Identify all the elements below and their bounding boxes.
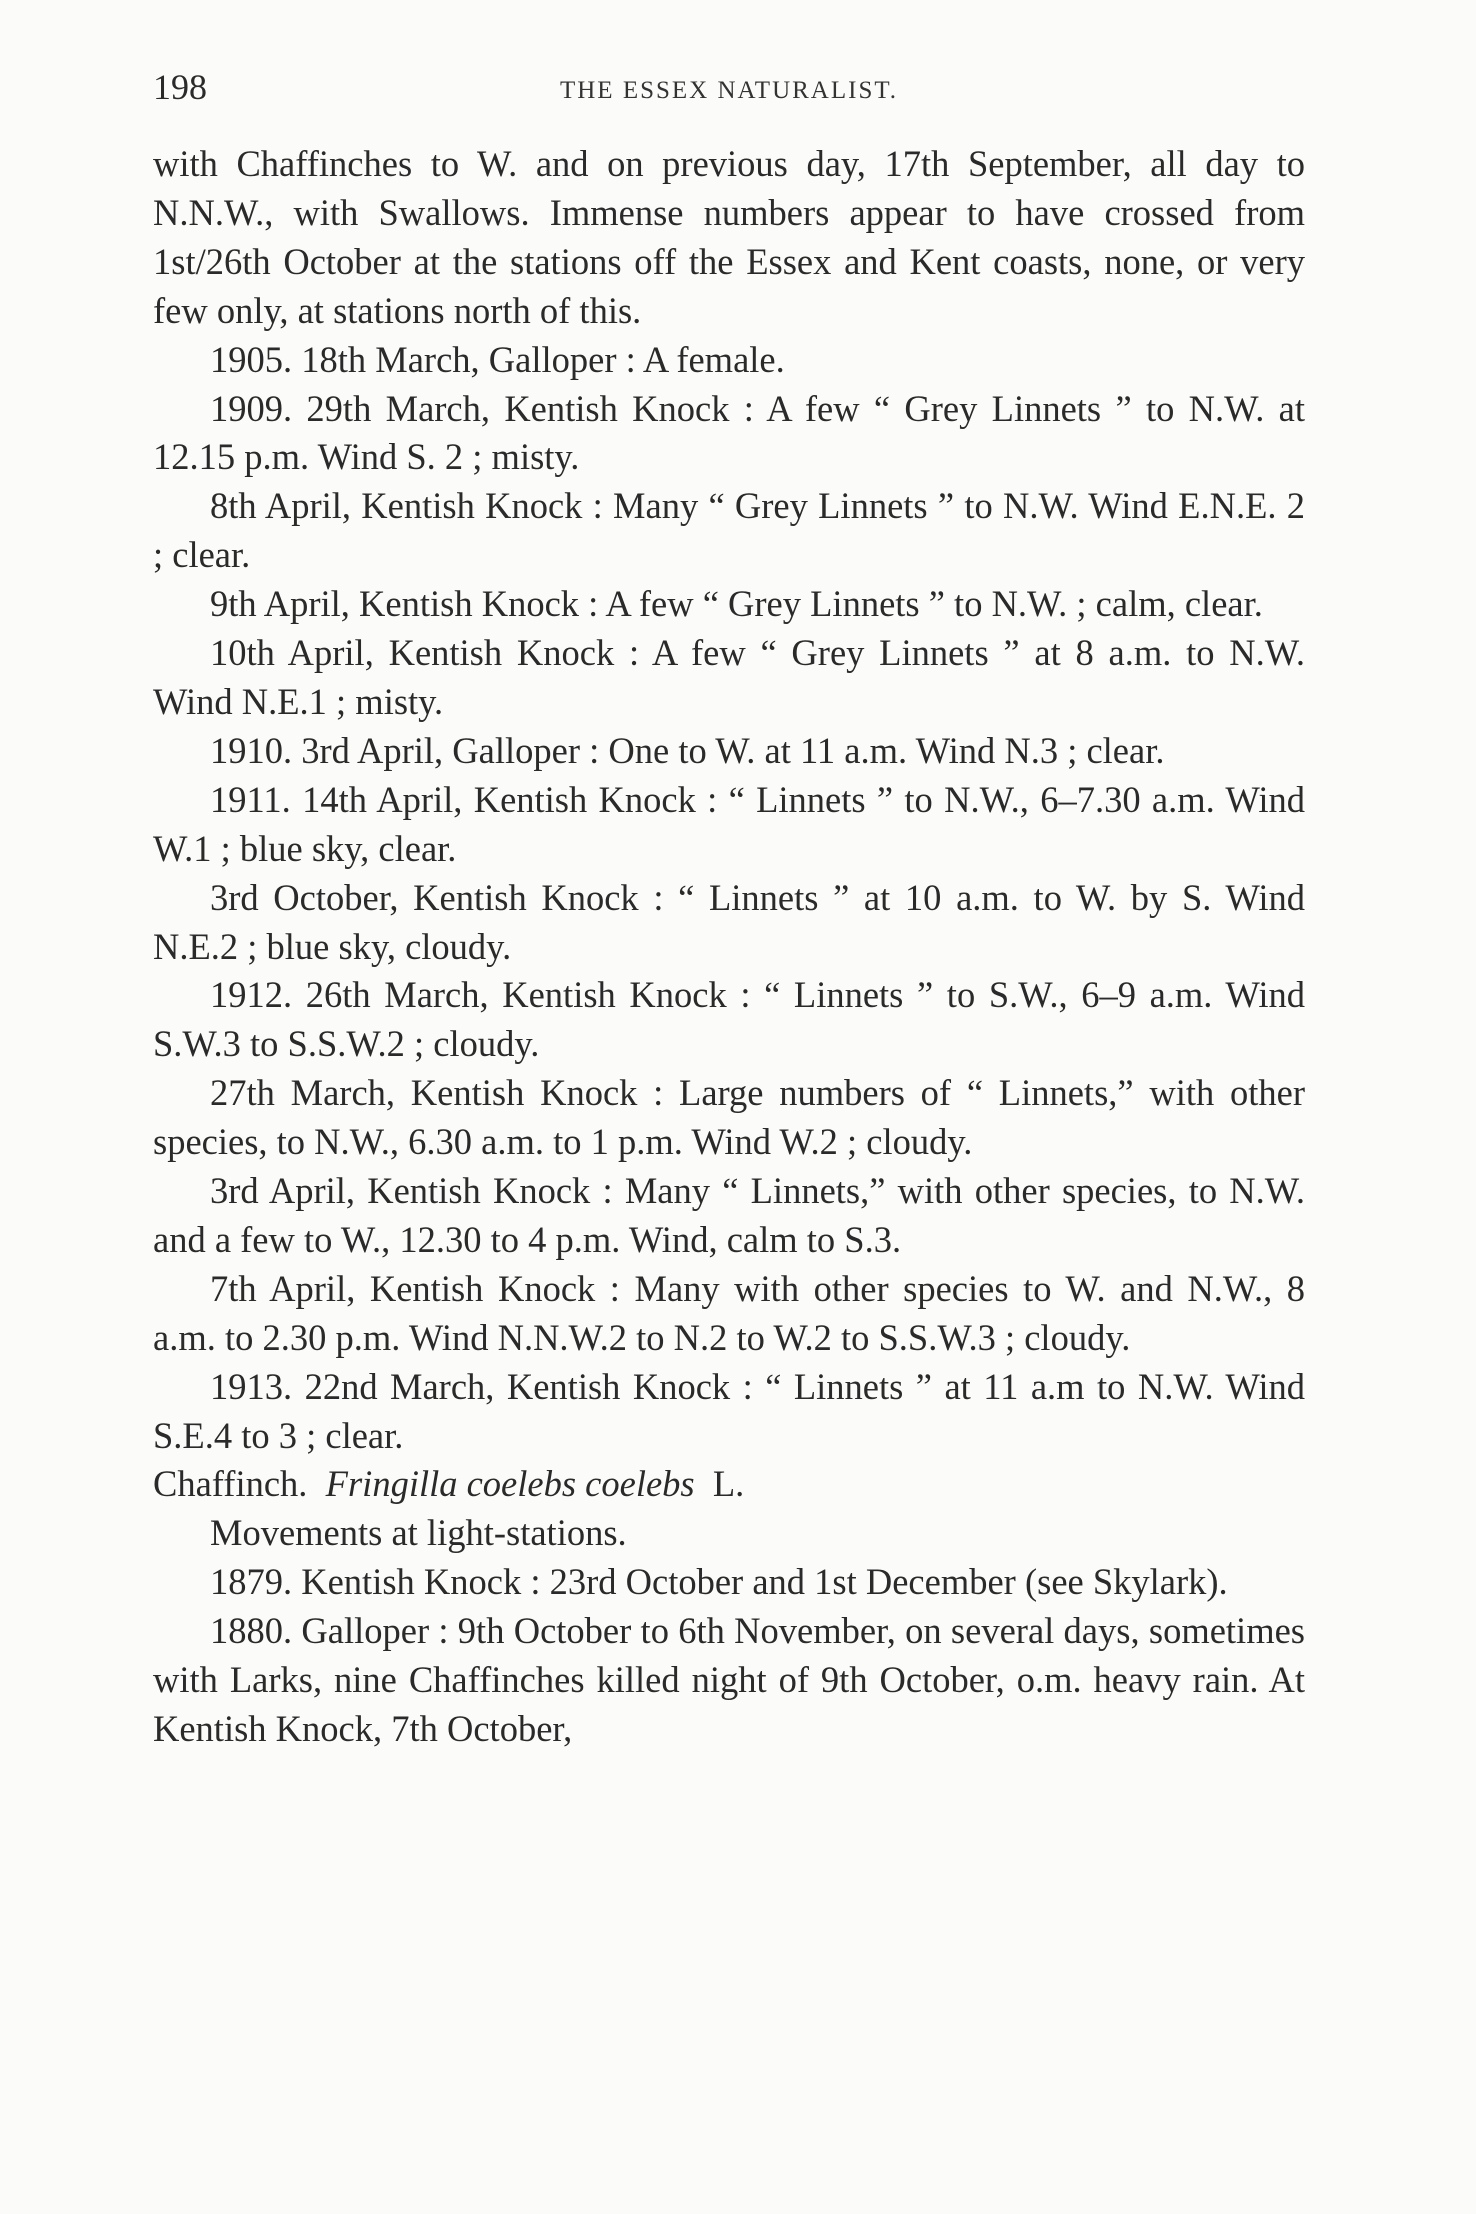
paragraph: Movements at light-stations. <box>210 1512 627 1554</box>
paragraph: 1910. 3rd April, Galloper : One to W. at 11 a.m. Wind N.3 ; clear. <box>210 729 1165 771</box>
paragraph: 1909. 29th March, Kentish Knock : A few “ Grey Linnets ” to N.W. at 12.15 p.m. Wind S. 2 ; misty. <box>153 387 1305 478</box>
species-heading <box>153 1460 1305 1509</box>
species-scientific-name: Fringilla coelebs coelebs <box>325 1463 695 1505</box>
species-authority: L. <box>712 1463 745 1505</box>
species-common-name: Chaffinch. <box>153 1463 308 1505</box>
paragraph: 27th March, Kentish Knock : Large numbers of “ Linnets,” with other species, to N.W., 6.30 a.m. to 1 p.m. Wind W.2 ; cloudy. <box>153 1072 1305 1163</box>
paragraph: 3rd October, Kentish Knock : “ Linnets ” at 10 a.m. to W. by S. Wind N.E.2 ; blue sky, cloudy. <box>153 876 1305 967</box>
page-number: 198 <box>153 67 207 107</box>
paragraph: 10th April, Kentish Knock : A few “ Grey Linnets ” at 8 a.m. to N.W. Wind N.E.1 ; misty. <box>153 632 1305 722</box>
body-text <box>153 140 1305 1754</box>
paragraph: 1905. 18th March, Galloper : A female. <box>210 338 785 380</box>
paragraph: 3rd April, Kentish Knock : Many “ Linnets,” with other species, to N.W. and a few to W., 12.30 to 4 p.m. Wind, calm to S.3. <box>153 1170 1305 1260</box>
paragraph: 9th April, Kentish Knock : A few “ Grey Linnets ” to N.W. ; calm, clear. <box>210 583 1263 625</box>
paragraph: 8th April, Kentish Knock : Many “ Grey Linnets ” to N.W. Wind E.N.E. 2 ; clear. <box>153 485 1305 576</box>
paragraph: 1913. 22nd March, Kentish Knock : “ Linnets ” at 11 a.m to N.W. Wind S.E.4 to 3 ; clear. <box>153 1365 1305 1456</box>
paragraph: 7th April, Kentish Knock : Many with other species to W. and N.W., 8 a.m. to 2.30 p.m. Wind N.N.W.2 to N.2 to W.2 to S.S.W.3 ; cloudy. <box>153 1267 1305 1358</box>
page-header <box>153 62 1305 112</box>
paragraph: 1911. 14th April, Kentish Knock : “ Linnets ” to N.W., 6–7.30 a.m. Wind W.1 ; blue sky, clear. <box>153 778 1305 869</box>
paragraph: 1879. Kentish Knock : 23rd October and 1st December (see Skylark). <box>210 1561 1228 1603</box>
running-head: THE ESSEX NATURALIST. <box>559 77 899 104</box>
paragraph: 1912. 26th March, Kentish Knock : “ Linnets ” to S.W., 6–9 a.m. Wind S.W.3 to S.S.W.2 ; cloudy. <box>153 974 1305 1065</box>
paragraph: 1880. Galloper : 9th October to 6th November, on several days, sometimes with Larks, nine Chaffinches killed night of 9th October, o.m. heavy rain. At Kentish Knock, 7th October, <box>153 1610 1305 1749</box>
paragraph: with Chaffinches to W. and on previous day, 17th September, all day to N.N.W., with Swallows. Immense numbers appear to have crossed from 1st/26th October at the stations off the Essex and Kent coasts, none, or very few only, at stations north of this. <box>153 143 1305 331</box>
